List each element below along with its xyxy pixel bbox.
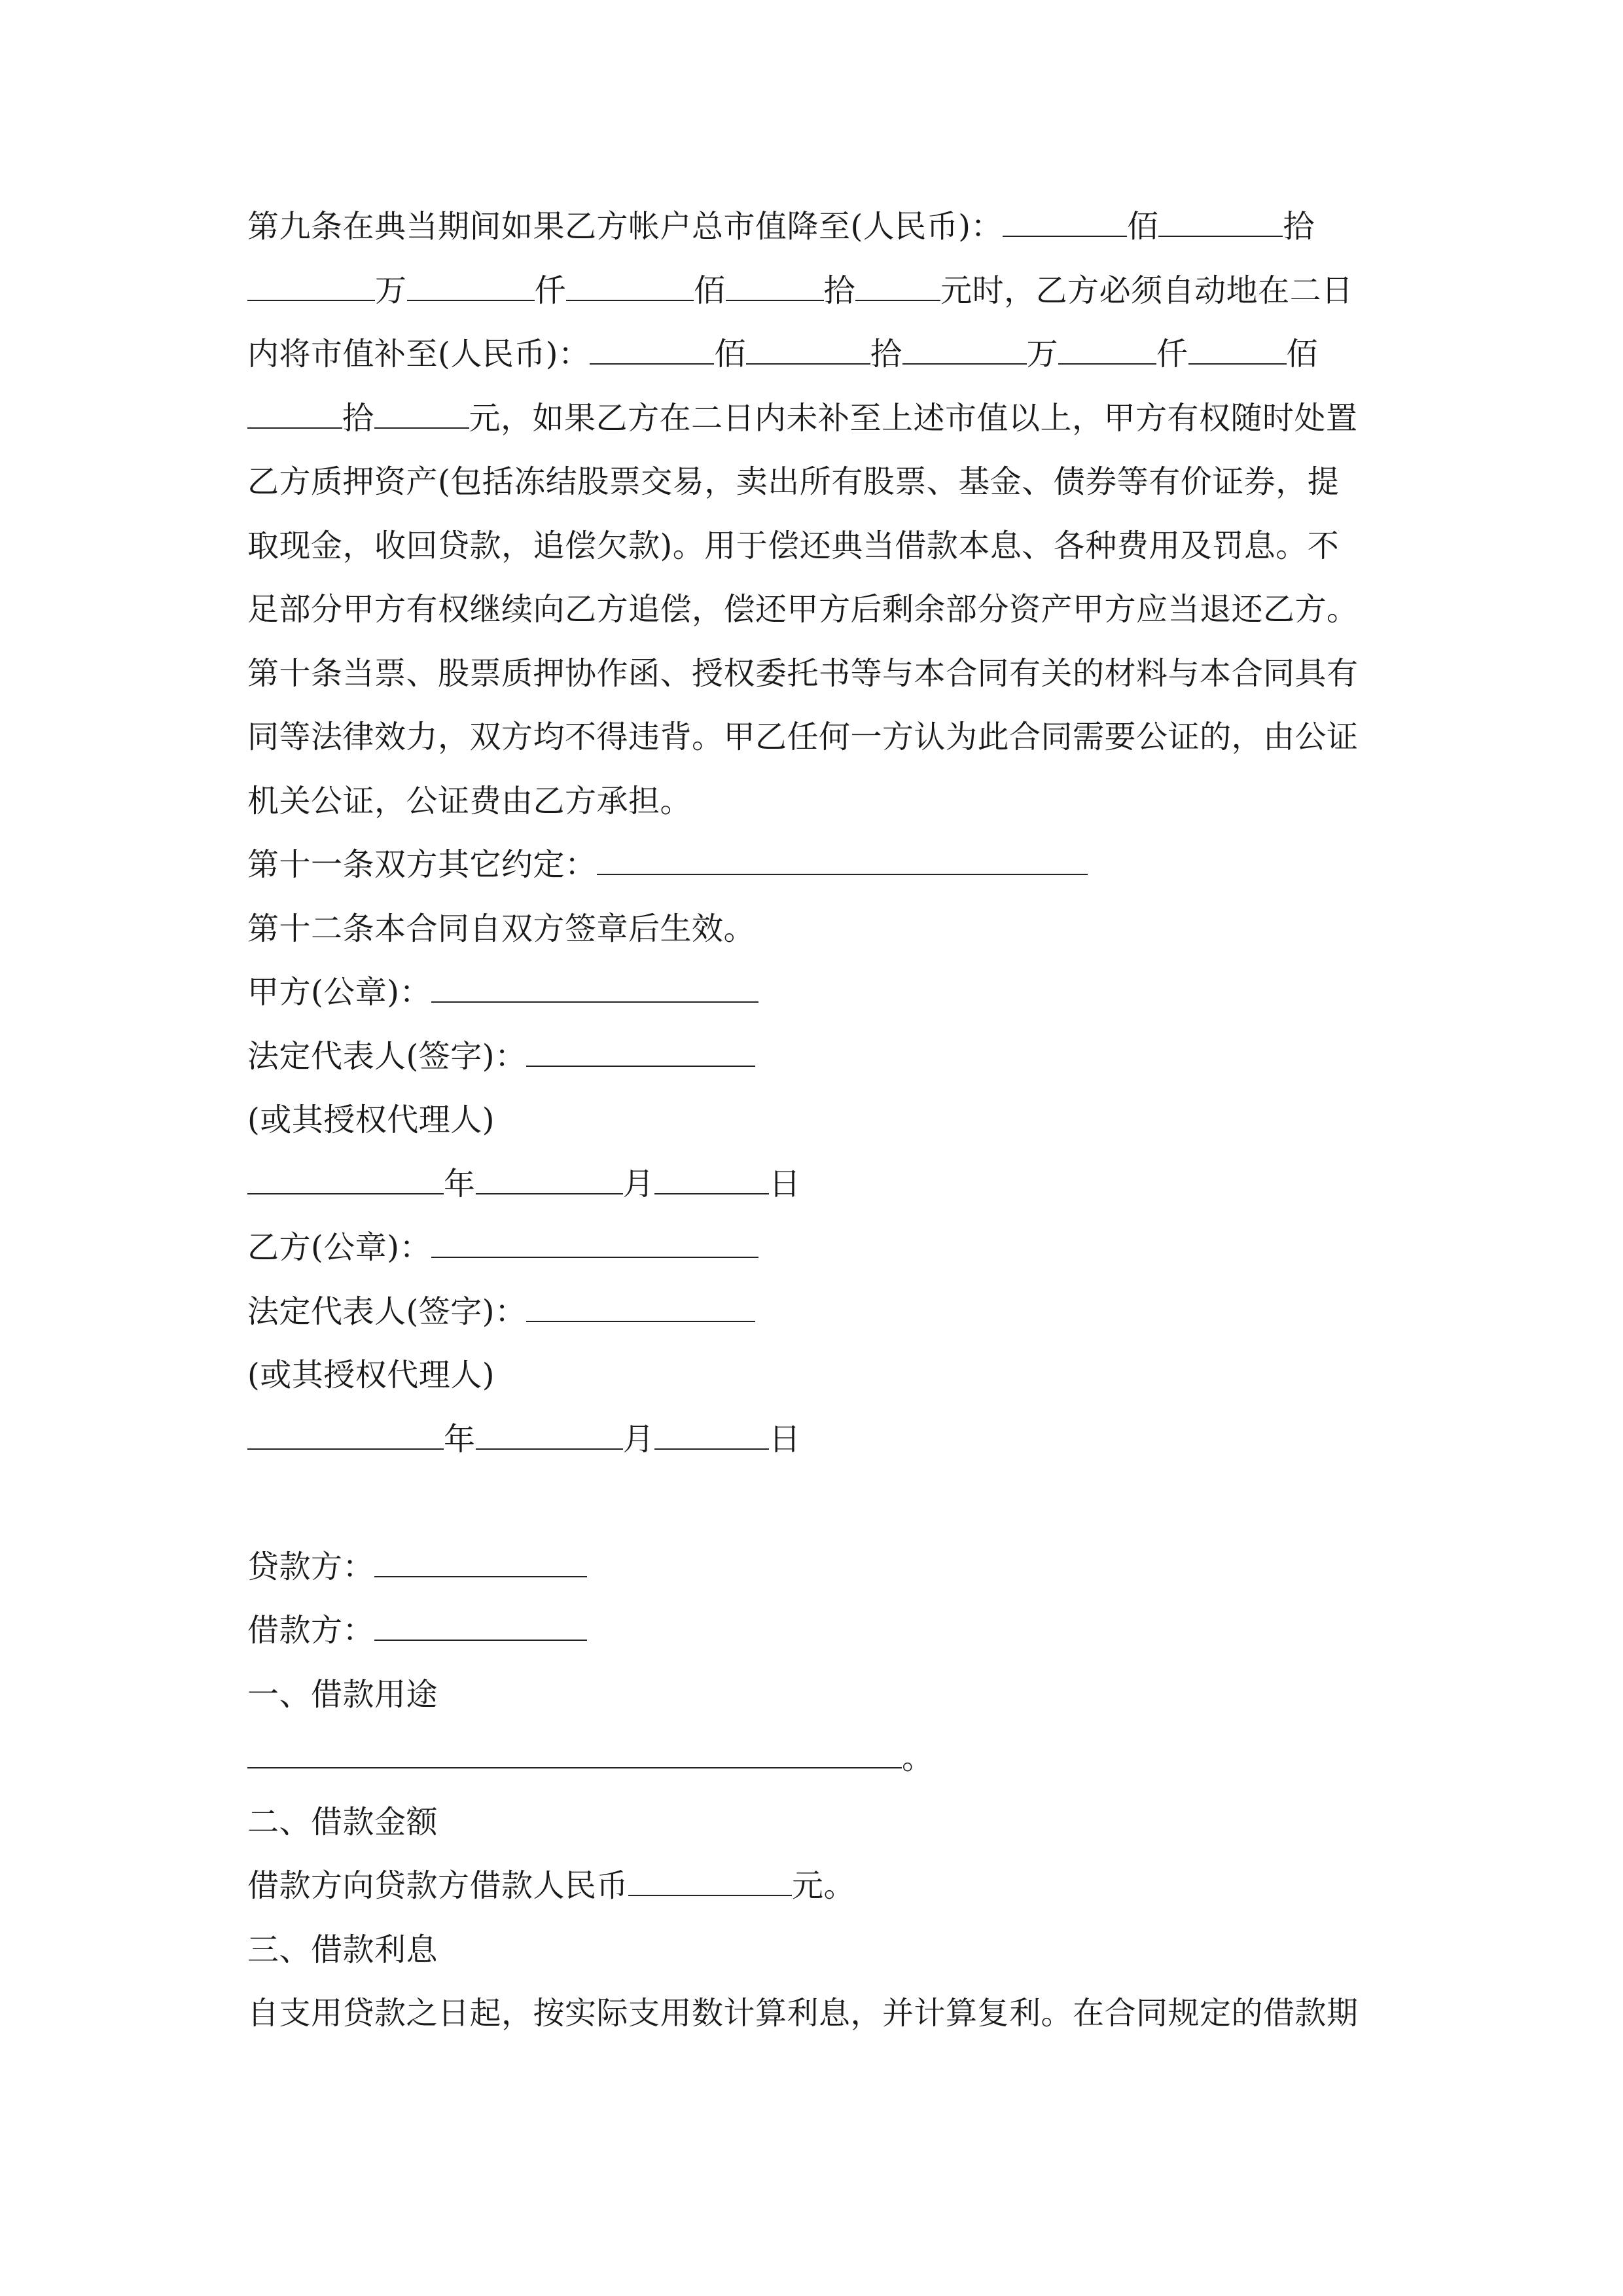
borrower-line: 借款方： — [247, 1599, 1399, 1663]
blank-field[interactable] — [726, 260, 824, 301]
blank-field[interactable] — [855, 260, 940, 301]
blank-field[interactable] — [1058, 324, 1156, 365]
month-field[interactable] — [476, 1409, 623, 1450]
party-a-representative: 法定代表人(签字)： — [247, 1025, 1399, 1089]
blank-field[interactable] — [1158, 196, 1283, 237]
article-10-line-1: 第十条当票、股票质押协作函、授权委托书等与本合同有关的材料与本合同具有 — [247, 655, 1359, 692]
blank-field[interactable] — [247, 260, 375, 301]
spacer — [247, 1471, 1399, 1535]
article-9-line-5: 乙方质押资产(包括冻结股票交易，卖出所有股票、基金、债券等有价证券，提 — [247, 463, 1340, 500]
blank-field[interactable] — [407, 260, 535, 301]
other-terms-field[interactable] — [597, 834, 1088, 875]
article-9-line-2: 万 仟 佰 拾 元时，乙方必须自动地在二日 — [247, 259, 1399, 323]
article-9-line-6: 取现金，收回贷款，追偿欠款)。用于偿还典当借款本息、各种费用及罚息。不 — [247, 527, 1340, 564]
blank-field[interactable] — [1188, 324, 1287, 365]
party-a-date: 年 月 日 — [247, 1153, 1399, 1217]
lender-field[interactable] — [374, 1537, 587, 1577]
article-11: 第十一条双方其它约定： — [247, 833, 1399, 897]
month-field[interactable] — [476, 1154, 623, 1194]
party-b-agent: (或其授权代理人) — [247, 1357, 495, 1393]
party-b-seal-field[interactable] — [431, 1217, 758, 1258]
article-9-line-3: 内将市值补至(人民币)： 佰 拾 万 仟 佰 — [247, 323, 1399, 387]
party-b-signature-field[interactable] — [526, 1282, 755, 1322]
loan-amount-field[interactable] — [628, 1856, 792, 1896]
article-10-line-3: 机关公证，公证费由乙方承担。 — [247, 782, 692, 819]
blank-field[interactable] — [1003, 196, 1127, 237]
lender-line: 贷款方： — [247, 1535, 1399, 1600]
blank-field[interactable] — [566, 260, 694, 301]
blank-field[interactable] — [247, 388, 342, 429]
blank-field[interactable] — [902, 324, 1027, 365]
loan-purpose-field[interactable] — [247, 1728, 902, 1768]
document-page — [247, 195, 1399, 2046]
year-field[interactable] — [247, 1154, 444, 1194]
section-2-amount: 借款方向贷款方借款人民币 元。 — [247, 1854, 1399, 1918]
section-1-title: 一、借款用途 — [247, 1676, 438, 1713]
blank-field[interactable] — [746, 324, 870, 365]
day-field[interactable] — [654, 1154, 769, 1194]
party-b-date: 年 月 日 — [247, 1408, 1399, 1472]
blank-field[interactable] — [590, 324, 714, 365]
year-field[interactable] — [247, 1409, 444, 1450]
day-field[interactable] — [654, 1409, 769, 1450]
party-b-representative: 法定代表人(签字)： — [247, 1280, 1399, 1344]
party-b-seal: 乙方(公章)： — [247, 1216, 1399, 1280]
blank-field[interactable] — [374, 388, 469, 429]
article-9-line-7: 足部分甲方有权继续向乙方追偿，偿还甲方后剩余部分资产甲方应当退还乙方。 — [247, 591, 1359, 628]
article-12: 第十二条本合同自双方签章后生效。 — [247, 910, 756, 947]
article-9-line-1: 第九条在典当期间如果乙方帐户总市值降至(人民币)： 佰 拾 — [247, 195, 1399, 259]
borrower-field[interactable] — [374, 1600, 587, 1641]
article-9-line-4: 拾 元，如果乙方在二日内未补至上述市值以上，甲方有权随时处置 — [247, 387, 1399, 451]
article-10-line-2: 同等法律效力，双方均不得违背。甲乙任何一方认为此合同需要公证的，由公证 — [247, 719, 1359, 755]
party-a-signature-field[interactable] — [526, 1026, 755, 1067]
party-a-seal-field[interactable] — [431, 962, 758, 1003]
party-a-agent: (或其授权代理人) — [247, 1102, 495, 1138]
section-2-title: 二、借款金额 — [247, 1803, 438, 1840]
party-a-seal: 甲方(公章)： — [247, 961, 1399, 1025]
section-3-title: 三、借款利息 — [247, 1931, 438, 1968]
section-1-purpose: 。 — [247, 1727, 1399, 1791]
section-3-line-1: 自支用贷款之日起，按实际支用数计算利息，并计算复利。在合同规定的借款期 — [247, 1995, 1359, 2032]
